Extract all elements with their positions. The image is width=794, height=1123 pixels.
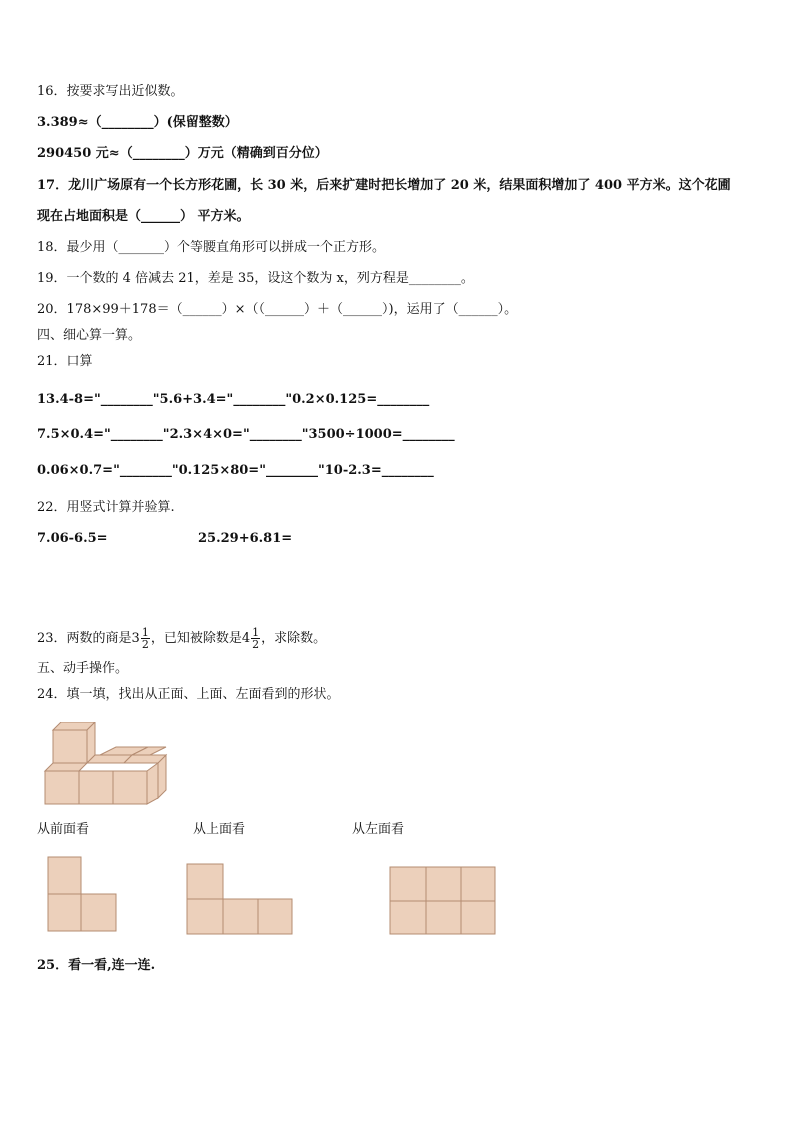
cube-stack-figure <box>40 722 172 808</box>
section-5-heading: 五、动手操作。 <box>37 661 129 676</box>
fraction-2-whole: 4 <box>241 631 251 646</box>
q16-part-a: 3.389≈（________）(保留整数） <box>37 115 238 130</box>
q24-title: 24．填一填，找出从正面、上面、左面看到的形状。 <box>37 687 340 702</box>
q21-row-3: 0.06×0.7="________"0.125×80="________"10-2.3=________ <box>37 463 434 478</box>
q17-line2: 现在占地面积是（______） 平方米。 <box>37 209 250 224</box>
fraction-1-whole: 3 <box>131 631 140 646</box>
q17-line1: 17．龙川广场原有一个长方形花圃，长 30 米，后来扩建时把长增加了 20 米，结果面积增加了 400 平方米。这个花圃 <box>37 178 731 193</box>
q16-title: 16．按要求写出近似数。 <box>37 84 184 99</box>
q23-part-1: 23．两数的商是 <box>37 631 132 646</box>
q23-text <box>37 627 326 650</box>
q19-text: 19．一个数的 4 倍减去 21，差是 35，设这个数为 x，列方程是________。 <box>37 271 474 286</box>
top-view-figure <box>186 863 294 936</box>
fraction-1-denominator: 2 <box>141 638 149 651</box>
q23-part-2: ，已知被除数是 <box>150 631 242 646</box>
fraction-1 <box>141 627 150 650</box>
q21-title: 21．口算 <box>37 354 93 369</box>
left-view-label: 从左面看 <box>352 822 405 837</box>
q22-expr-1: 7.06-6.5= <box>37 531 108 546</box>
section-4-heading: 四、细心算一算。 <box>37 328 142 343</box>
top-view-label: 从上面看 <box>193 822 246 837</box>
q22-title: 22．用竖式计算并验算. <box>37 500 175 515</box>
q25-text: 25．看一看,连一连. <box>37 958 156 973</box>
q22-expr-2: 25.29+6.81= <box>198 531 293 546</box>
q23-part-3: ，求除数。 <box>261 631 327 646</box>
front-view-figure <box>47 856 119 934</box>
left-view-figure <box>389 866 497 936</box>
q18-text: 18．最少用（_______）个等腰直角形可以拼成一个正方形。 <box>37 240 386 255</box>
q21-row-1: 13.4-8="________"5.6+3.4="________"0.2×0.125=________ <box>37 392 430 407</box>
q21-row-2: 7.5×0.4="________"2.3×4×0="________"3500÷1000=________ <box>37 427 455 442</box>
fraction-2-numerator: 1 <box>252 626 260 639</box>
front-view-label: 从前面看 <box>37 822 90 837</box>
fraction-2-denominator: 2 <box>252 638 260 651</box>
fraction-2 <box>251 627 260 650</box>
fraction-1-numerator: 1 <box>141 626 149 639</box>
q16-part-b: 290450 元≈（________）万元（精确到百分位） <box>37 146 328 161</box>
q20-text: 20．178×99＋178＝（______）×（（______）＋（______）)，运用了（______）。 <box>37 302 518 317</box>
